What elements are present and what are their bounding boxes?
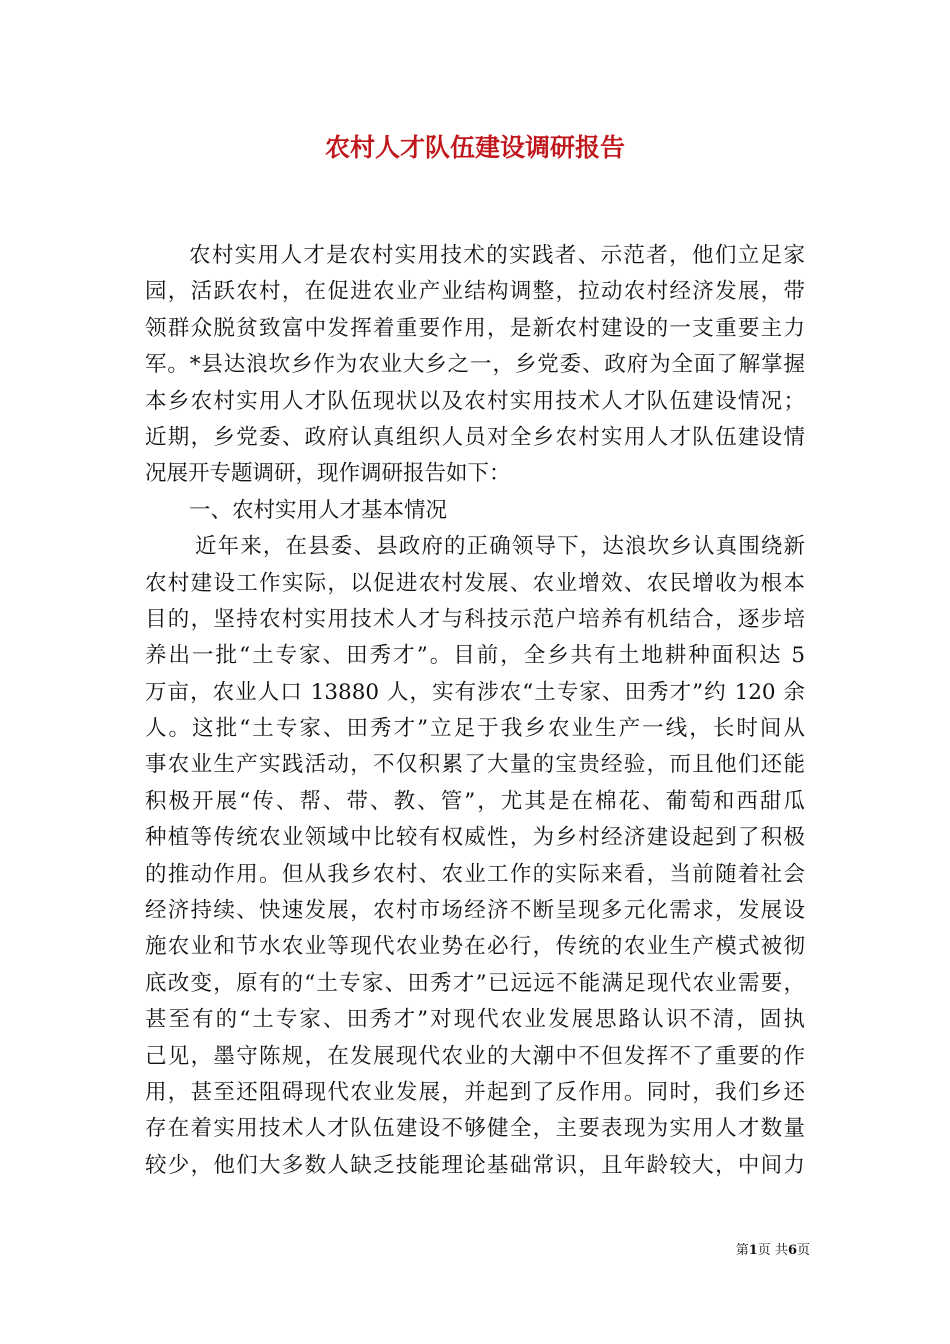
footer-prefix: 第 xyxy=(735,1243,749,1258)
footer-suffix: 页 xyxy=(796,1243,810,1258)
total-pages-number: 6 xyxy=(787,1243,797,1258)
body-line: 农村建设工作实际，以促进农村发展、农业增效、农民增收为根本 xyxy=(145,570,805,596)
section-heading: 一、农村实用人才基本情况 xyxy=(189,497,448,523)
current-page-number: 1 xyxy=(748,1243,758,1258)
body-line: 近期，乡党委、政府认真组织人员对全乡农村实用人才队伍建设情 xyxy=(145,424,805,450)
body-line: 甚至有的“土专家、田秀才”对现代农业发展思路认识不清，固执 xyxy=(145,1007,805,1033)
body-line: 领群众脱贫致富中发挥着重要作用，是新农村建设的一支重要主力 xyxy=(145,315,805,341)
body-line: 养出一批“土专家、田秀才”。目前，全乡共有土地耕种面积达 5 xyxy=(145,643,805,669)
body-line: 事农业生产实践活动，不仅积累了大量的宝贵经验，而且他们还能 xyxy=(145,752,805,778)
body-line: 本乡农村实用人才队伍现状以及农村实用技术人才队伍建设情况； xyxy=(145,388,805,414)
body-line: 施农业和节水农业等现代农业势在必行，传统的农业生产模式被彻 xyxy=(145,934,805,960)
body-line: 军。*县达浪坎乡作为农业大乡之一，乡党委、政府为全面了解掌握 xyxy=(145,352,805,378)
body-line: 目的，坚持农村实用技术人才与科技示范户培养有机结合，逐步培 xyxy=(145,606,805,632)
document-title: 农村人才队伍建设调研报告 xyxy=(324,133,625,162)
body-line: 况展开专题调研，现作调研报告如下： xyxy=(145,461,511,487)
body-line: 人。这批“土专家、田秀才”立足于我乡农业生产一线，长时间从 xyxy=(145,716,805,742)
body-line: 底改变，原有的“土专家、田秀才”已远远不能满足现代农业需要， xyxy=(145,970,805,996)
body-line: 园，活跃农村，在促进农业产业结构调整，拉动农村经济发展，带 xyxy=(145,279,805,305)
body-line: 种植等传统农业领域中比较有权威性，为乡村经济建设起到了积极 xyxy=(145,825,805,851)
body-line: 万亩，农业人口 13880 人，实有涉农“土专家、田秀才”约 120 余 xyxy=(145,679,805,705)
body-line: 近年来，在县委、县政府的正确领导下，达浪坎乡认真围绕新 xyxy=(195,534,805,560)
body-line: 经济持续、快速发展，农村市场经济不断呈现多元化需求，发展设 xyxy=(145,898,805,924)
body-line: 积极开展“传、帮、带、教、管”，尤其是在棉花、葡萄和西甜瓜 xyxy=(145,788,805,814)
body-line: 存在着实用技术人才队伍建设不够健全，主要表现为实用人才数量 xyxy=(145,1116,805,1142)
body-line: 较少，他们大多数人缺乏技能理论基础常识，且年龄较大，中间力 xyxy=(145,1152,805,1178)
document-body xyxy=(145,238,805,1184)
page-footer xyxy=(700,1239,810,1258)
body-line: 的推动作用。但从我乡农村、农业工作的实际来看，当前随着社会 xyxy=(145,861,805,887)
body-line: 农村实用人才是农村实用技术的实践者、示范者，他们立足家 xyxy=(189,243,805,268)
body-line: 用，甚至还阻碍现代农业发展，并起到了反作用。同时，我们乡还 xyxy=(145,1079,805,1105)
body-line: 己见，墨守陈规，在发展现代农业的大潮中不但发挥不了重要的作 xyxy=(145,1043,805,1069)
footer-middle: 页 共 xyxy=(757,1243,788,1258)
